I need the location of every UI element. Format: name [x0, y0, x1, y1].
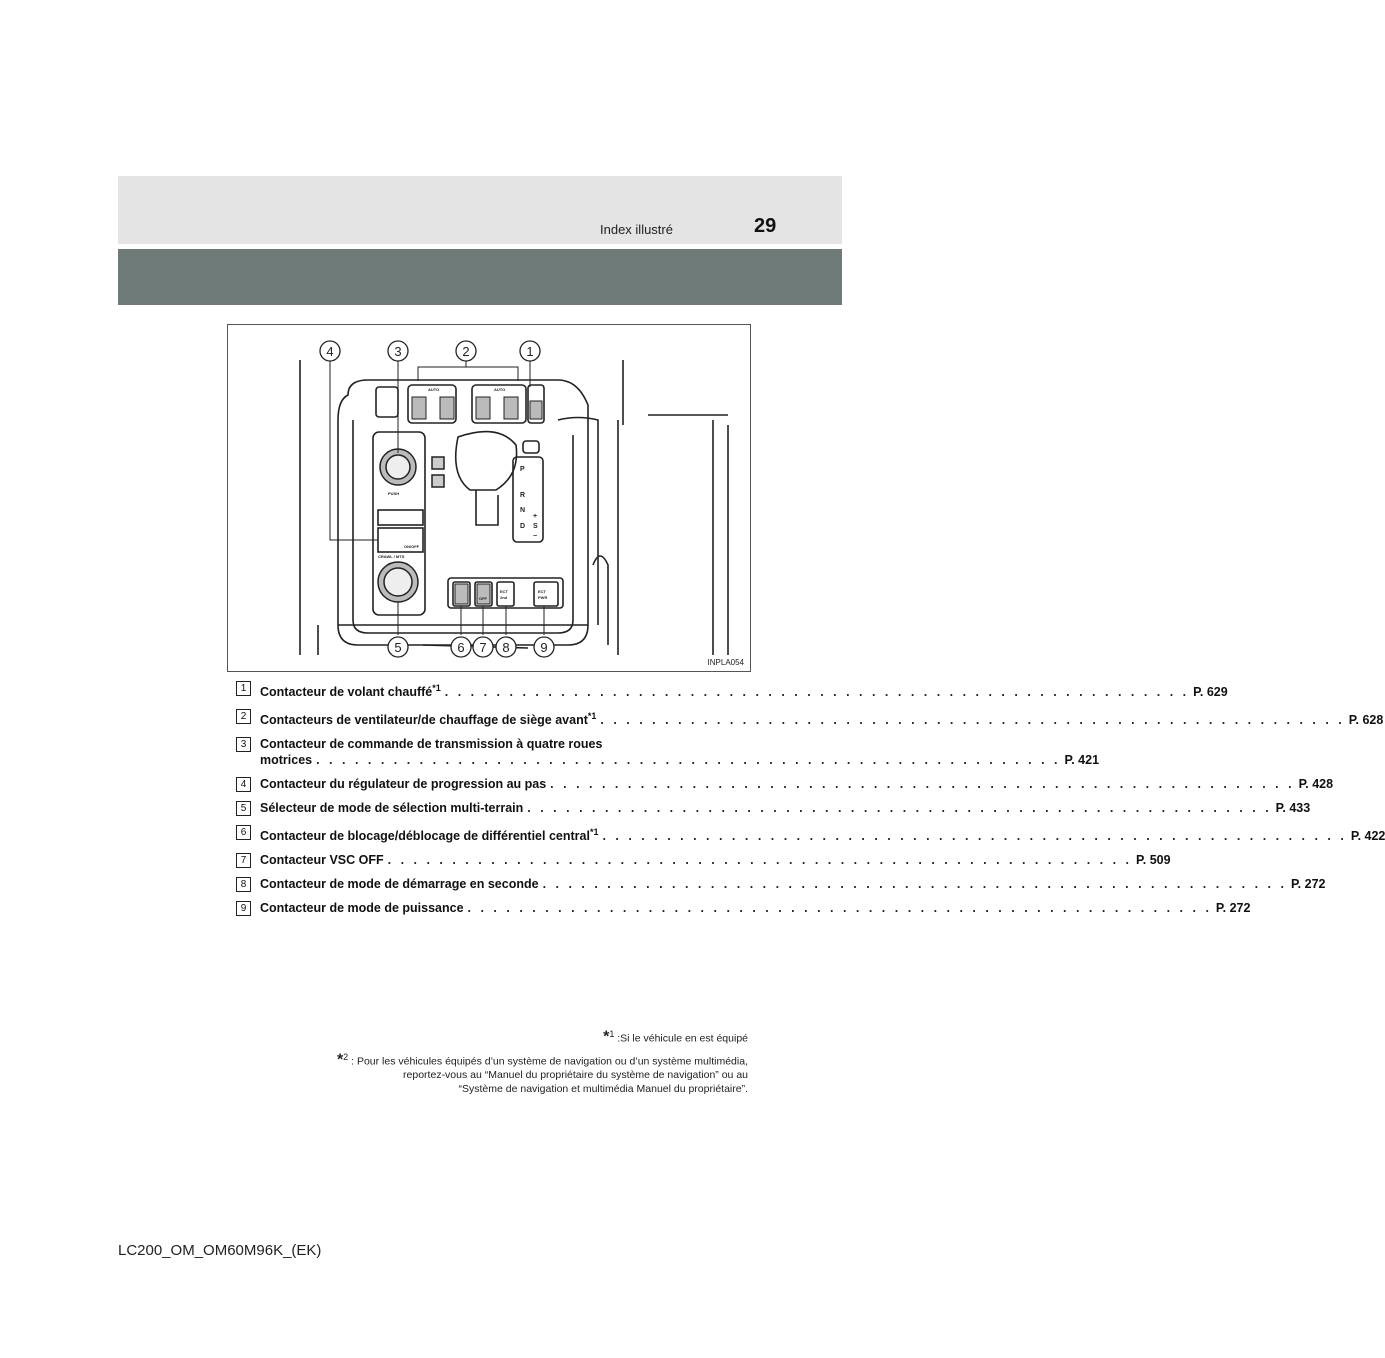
gear-plus-label: +	[533, 513, 538, 520]
footnote-1-sup: 1	[609, 1029, 615, 1039]
callout-1: 1	[526, 344, 534, 359]
callout-9: 9	[540, 640, 548, 655]
ect-pwr-top-label: ECT	[538, 589, 546, 594]
footnote-2-line2: reportez-vous au “Manuel du propriétaire du système de navigation” ou au	[403, 1069, 748, 1081]
callout-6: 6	[457, 640, 465, 655]
item-label-line1: Contacteur de commande de transmission à quatre roues	[260, 737, 603, 752]
list-item	[236, 900, 1251, 916]
gear-n-label: N	[520, 507, 526, 514]
item-label: Contacteur du régulateur de progression au pas	[260, 777, 547, 792]
item-label: motrices	[260, 753, 313, 768]
callout-4: 4	[326, 344, 334, 359]
gear-s-label: S	[533, 523, 538, 530]
item-number: 7	[236, 853, 251, 868]
figure-code: INPLA054	[707, 658, 744, 667]
footnote-2	[148, 1050, 748, 1069]
item-page-ref[interactable]: P. 421	[1064, 753, 1100, 768]
leader-dots: . . . . . . . . . . . . . . . . . . . . . . . . . . . . . . . . . . . . . . . . . . . . . . . . . . . . . . . . . .	[550, 777, 1295, 792]
item-page-ref[interactable]: P. 629	[1193, 685, 1228, 700]
crawl-label: CRAWL / MTS	[378, 554, 405, 559]
gear-d-label: D	[520, 523, 526, 530]
item-label: Contacteur VSC OFF	[260, 853, 384, 868]
leader-dots: . . . . . . . . . . . . . . . . . . . . . . . . . . . . . . . . . . . . . . . . . . . . . . . . . . . . . . . . . .	[602, 829, 1347, 844]
item-footnote-ref: *1	[432, 683, 441, 693]
callout-5: 5	[394, 640, 402, 655]
leader-dots: . . . . . . . . . . . . . . . . . . . . . . . . . . . . . . . . . . . . . . . . . . . . . . . . . . . . . . . . . .	[527, 801, 1272, 816]
item-label: Contacteur de mode de démarrage en seconde	[260, 877, 539, 892]
footnote-2-sup: 2	[343, 1051, 349, 1062]
list-item	[236, 876, 1326, 892]
console-illustration	[227, 324, 751, 672]
ect-2nd-top-label: ECT	[500, 589, 508, 594]
item-footnote-ref: *1	[589, 827, 599, 838]
footnote-1-mark: *	[603, 1028, 610, 1046]
list-item	[236, 776, 1334, 792]
gear-minus-label: −	[533, 533, 538, 540]
list-item	[236, 800, 1311, 816]
leader-dots: . . . . . . . . . . . . . . . . . . . . . . . . . . . . . . . . . . . . . . . . . . . . . . . . . . . . . . . . . .	[467, 901, 1212, 916]
leader-dots: . . . . . . . . . . . . . . . . . . . . . . . . . . . . . . . . . . . . . . . . . . . . . . . . . . . . . . . . . .	[387, 853, 1133, 868]
list-item	[236, 824, 1385, 844]
footnote-1	[148, 1027, 748, 1046]
item-number: 9	[236, 901, 251, 916]
callout-3: 3	[394, 344, 402, 359]
callout-7: 7	[479, 640, 487, 655]
footnotes	[148, 1027, 748, 1096]
item-label: Contacteur de mode de puissance	[260, 901, 464, 916]
item-number: 8	[236, 877, 251, 892]
footnote-1-text: :Si le véhicule en est équipé	[614, 1032, 748, 1045]
footnote-2-line3: “Système de navigation et multimédia Manuel du propriétaire”.	[458, 1083, 748, 1095]
item-number: 4	[236, 777, 251, 792]
item-page-ref[interactable]: P. 509	[1136, 853, 1171, 868]
auto-label-right: AUTO	[494, 387, 506, 392]
ect-2nd-bottom-label: 2nd	[500, 595, 508, 600]
item-number: 2	[236, 709, 251, 724]
item-page-ref[interactable]: P. 433	[1275, 801, 1311, 816]
vsc-off-label: OFF	[479, 596, 487, 601]
leader-dots: . . . . . . . . . . . . . . . . . . . . . . . . . . . . . . . . . . . . . . . . . . . . . . . . . . . . . . . . . .	[316, 753, 1061, 768]
list-item	[236, 736, 1100, 768]
gear-r-label: R	[520, 492, 526, 499]
leader-dots: . . . . . . . . . . . . . . . . . . . . . . . . . . . . . . . . . . . . . . . . . . . . . . . . . . . . . . . . . .	[542, 877, 1287, 892]
item-label: Contacteur de volant chauffé	[260, 685, 433, 700]
section-title: Index illustré	[600, 222, 673, 237]
callout-8: 8	[502, 640, 510, 655]
item-label: Sélecteur de mode de sélection multi-terrain	[260, 801, 524, 816]
item-page-ref[interactable]: P. 428	[1298, 777, 1334, 792]
footnote-2-mark: *	[336, 1051, 344, 1068]
page-number: 29	[754, 215, 777, 237]
item-number: 1	[236, 681, 251, 696]
item-number: 3	[236, 737, 251, 752]
header-bar	[118, 176, 842, 244]
ect-pwr-bottom-label: PWR	[538, 595, 548, 600]
footnote-2-line1: : Pour les véhicules équipés d’un système de navigation ou d’un système multimédia,	[348, 1055, 748, 1067]
callout-2: 2	[462, 344, 470, 359]
onoff-label: ON/OFF	[404, 544, 420, 549]
leader-dots: . . . . . . . . . . . . . . . . . . . . . . . . . . . . . . . . . . . . . . . . . . . . . . . . . . . . . . . . . .	[600, 713, 1345, 728]
list-item	[236, 708, 1384, 728]
item-page-ref[interactable]: P. 628	[1348, 713, 1384, 728]
item-number: 5	[236, 801, 251, 816]
auto-label-left: AUTO	[428, 387, 440, 392]
gear-p-label: P	[520, 466, 525, 473]
push-label: PUSH	[388, 491, 400, 496]
list-item	[236, 852, 1171, 868]
document-code: LC200_OM_OM60M96K_(EK)	[118, 1242, 322, 1259]
header-band	[118, 249, 842, 305]
item-label: Contacteur de blocage/déblocage de différentiel central	[260, 829, 590, 844]
item-number: 6	[236, 825, 251, 840]
item-page-ref[interactable]: P. 272	[1290, 877, 1326, 892]
leader-dots: . . . . . . . . . . . . . . . . . . . . . . . . . . . . . . . . . . . . . . . . . . . . . . . . . . . . . . . . . .	[444, 685, 1190, 700]
component-list	[236, 680, 1385, 924]
item-label: Contacteurs de ventilateur/de chauffage de siège avant	[260, 713, 588, 728]
console-drawing	[228, 325, 752, 673]
list-item	[236, 680, 1228, 700]
item-page-ref[interactable]: P. 272	[1215, 901, 1251, 916]
item-footnote-ref: *1	[587, 711, 597, 722]
item-page-ref[interactable]: P. 422	[1350, 829, 1385, 844]
